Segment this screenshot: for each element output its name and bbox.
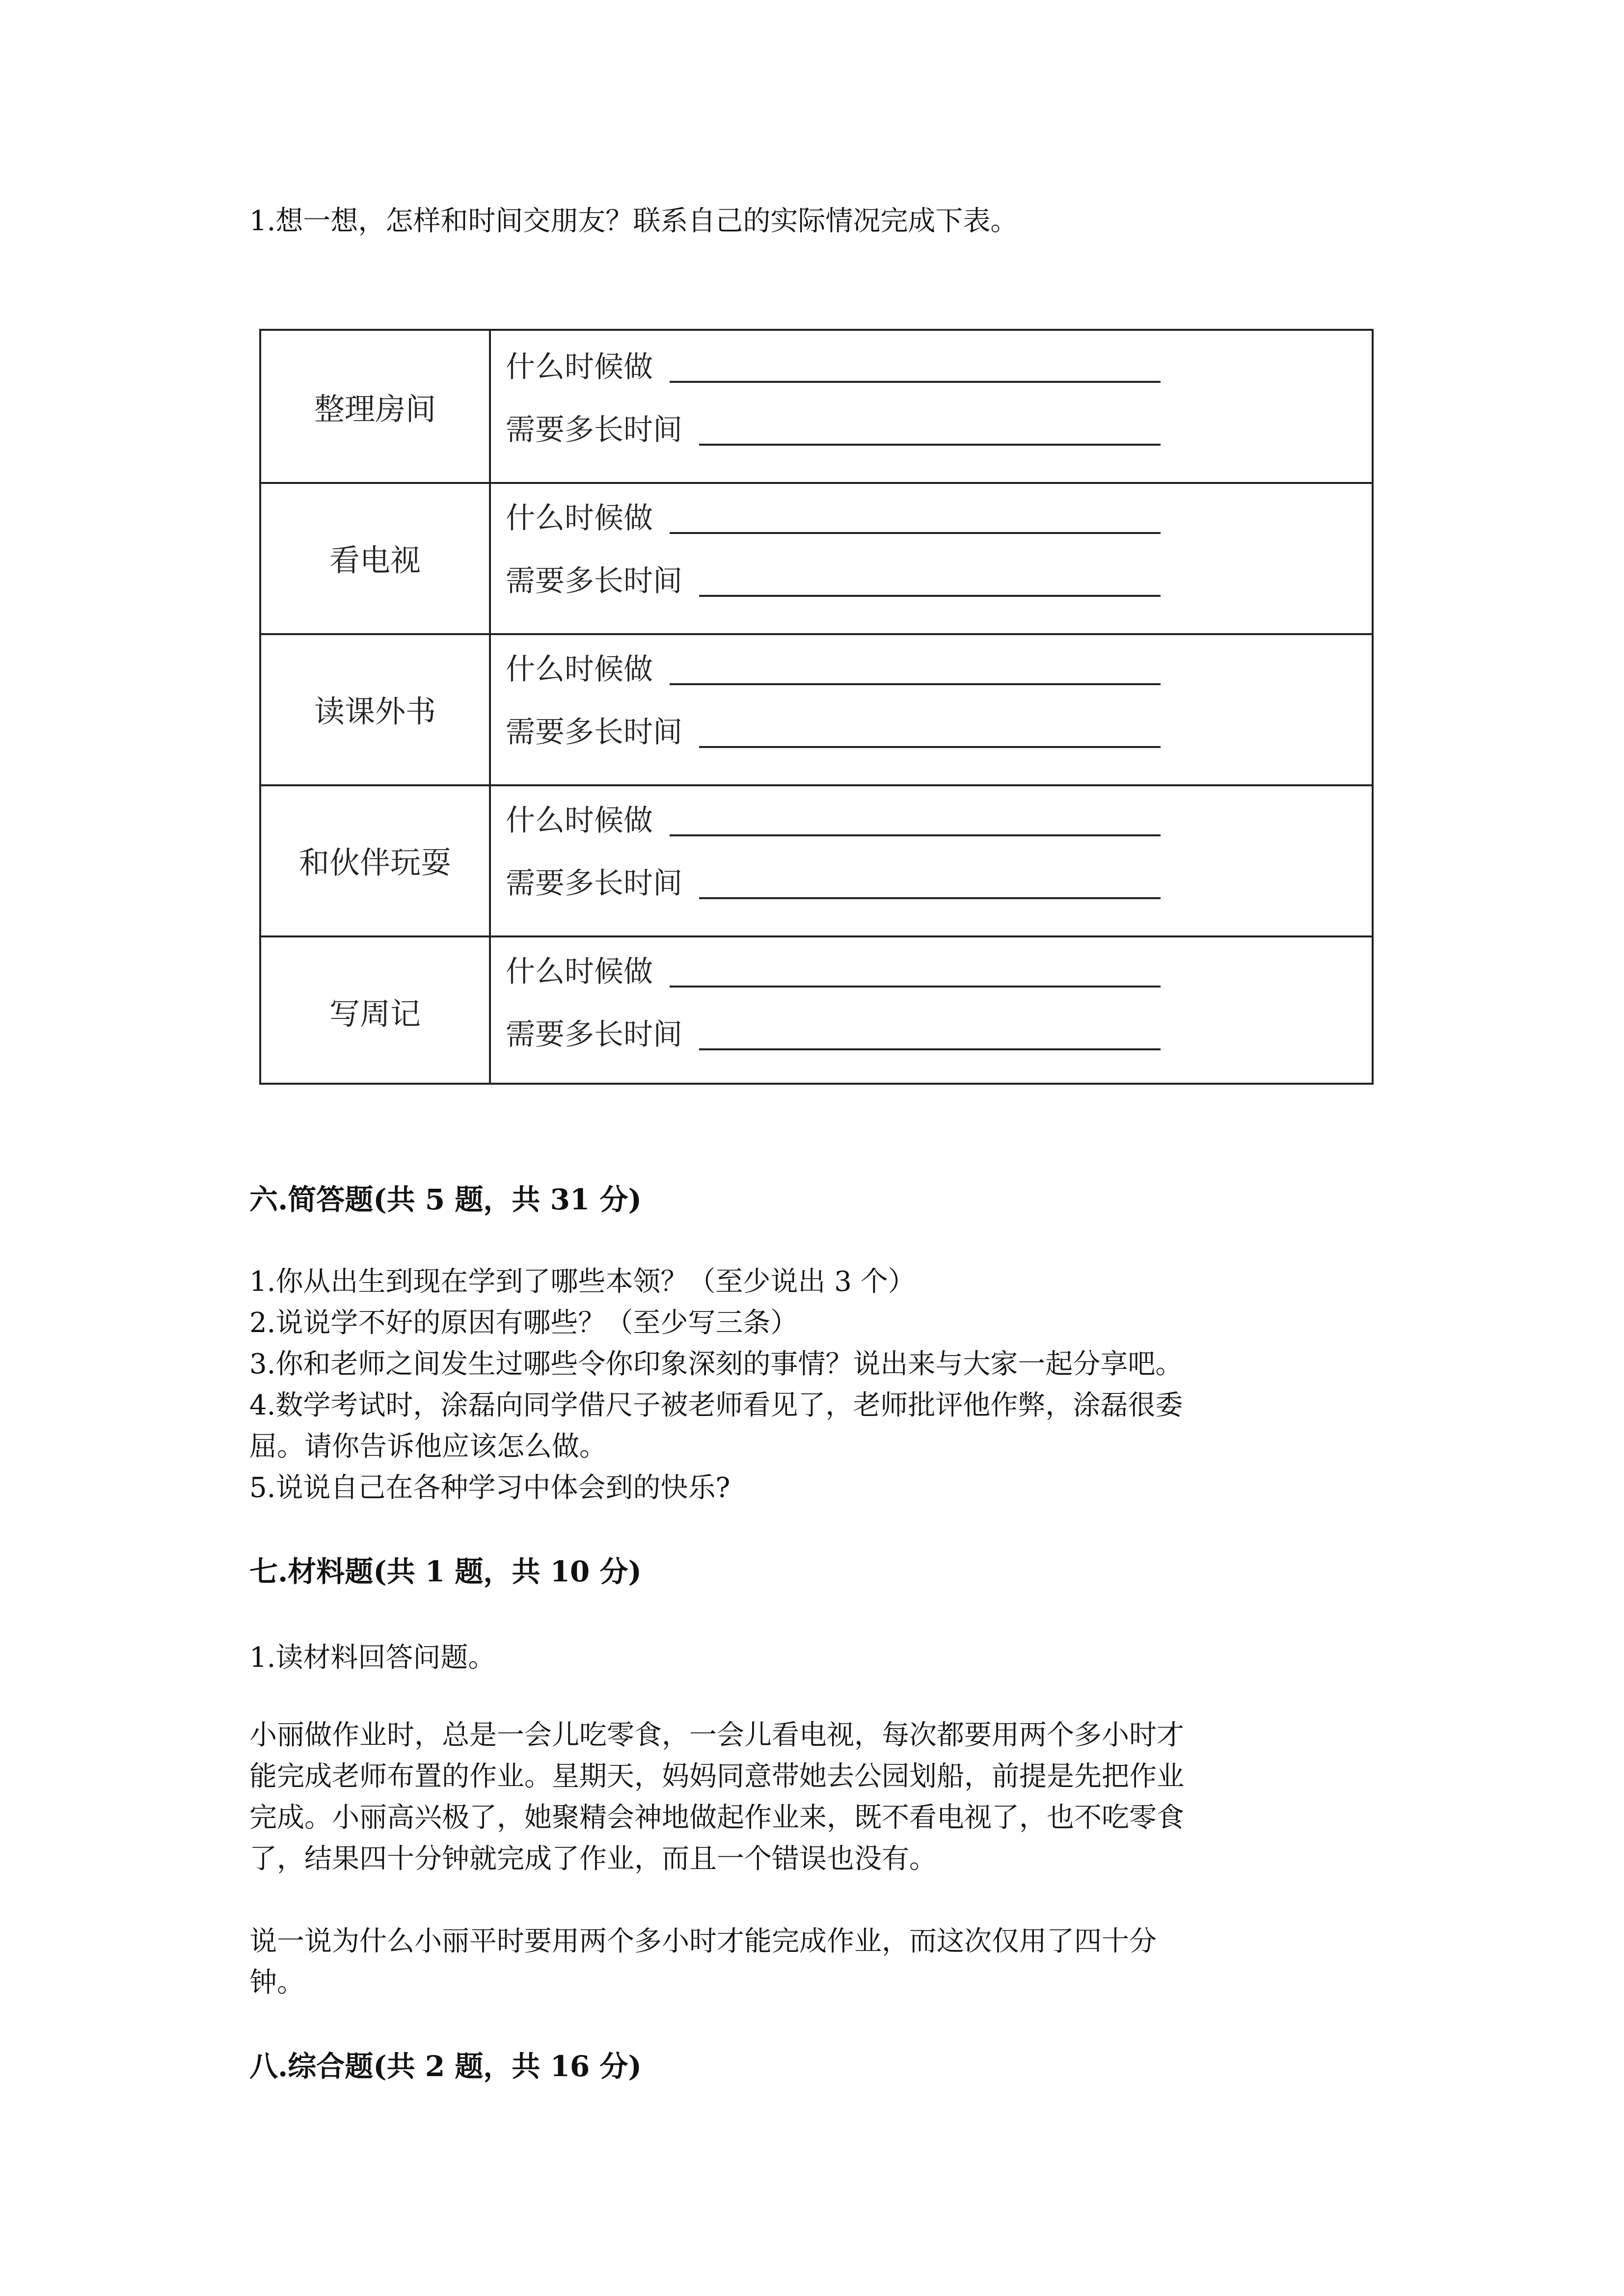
activity-label: 读课外书	[314, 693, 436, 729]
when-prompt: 什么时候做	[506, 501, 653, 535]
question-line: 屈。请你告诉他应该怎么做。	[249, 1431, 607, 1463]
duration-prompt: 需要多长时间	[506, 1017, 682, 1052]
question-line: 3.你和老师之间发生过哪些令你印象深刻的事情？说出来与大家一起分享吧。	[249, 1348, 1183, 1380]
table-row	[261, 482, 1372, 633]
material-ask-line: 钟。	[249, 1967, 304, 1999]
question-line: 4.数学考试时，涂磊向同学借尺子被老师看见了，老师批评他作弊，涂磊很委	[249, 1389, 1183, 1421]
when-prompt: 什么时候做	[506, 803, 653, 838]
when-blank[interactable]	[670, 986, 1161, 988]
duration-prompt: 需要多长时间	[506, 715, 682, 749]
duration-blank[interactable]	[699, 444, 1161, 446]
when-blank[interactable]	[670, 683, 1161, 685]
activity-label: 整理房间	[314, 391, 436, 427]
when-blank[interactable]	[670, 532, 1161, 534]
when-prompt: 什么时候做	[506, 652, 653, 687]
question-line: 5.说说自己在各种学习中体会到的快乐?	[249, 1472, 731, 1504]
activity-label: 看电视	[329, 542, 421, 578]
table-row	[261, 935, 1372, 1087]
duration-blank[interactable]	[699, 595, 1161, 597]
intro-question: 1.想一想，怎样和时间交朋友？联系自己的实际情况完成下表。	[249, 205, 1018, 237]
when-prompt: 什么时候做	[506, 955, 653, 989]
material-question: 1.读材料回答问题。	[249, 1642, 496, 1674]
section-heading-short-answer: 六.简答题(共 5 题，共 31 分)	[249, 1183, 642, 1216]
activity-label: 写周记	[329, 995, 421, 1032]
material-paragraph-line: 小丽做作业时，总是一会儿吃零食，一会儿看电视，每次都要用两个多小时才	[249, 1719, 1184, 1751]
section-heading-comprehensive: 八.综合题(共 2 题，共 16 分)	[249, 2050, 642, 2083]
when-blank[interactable]	[670, 381, 1161, 383]
table-row	[261, 633, 1372, 784]
material-paragraph-line: 能完成老师布置的作业。星期天，妈妈同意带她去公园划船，前提是先把作业	[249, 1761, 1184, 1792]
table-row	[261, 784, 1372, 935]
material-ask-line: 说一说为什么小丽平时要用两个多小时才能完成作业，而这次仅用了四十分	[249, 1925, 1157, 1957]
table-row	[261, 331, 1372, 482]
material-paragraph-line: 完成。小丽高兴极了，她聚精会神地做起作业来，既不看电视了，也不吃零食	[249, 1802, 1184, 1834]
activity-label: 和伙伴玩耍	[298, 844, 451, 881]
when-prompt: 什么时候做	[506, 350, 653, 384]
duration-prompt: 需要多长时间	[506, 413, 682, 447]
duration-prompt: 需要多长时间	[506, 866, 682, 901]
duration-blank[interactable]	[699, 1048, 1161, 1050]
section-heading-material: 七.材料题(共 1 题，共 10 分)	[249, 1555, 642, 1588]
duration-prompt: 需要多长时间	[506, 564, 682, 598]
question-line: 1.你从出生到现在学到了哪些本领？（至少说出 3 个）	[249, 1266, 916, 1298]
when-blank[interactable]	[670, 834, 1161, 836]
duration-blank[interactable]	[699, 897, 1161, 899]
time-plan-table	[259, 329, 1374, 1085]
material-paragraph-line: 了，结果四十分钟就完成了作业，而且一个错误也没有。	[249, 1843, 937, 1875]
question-line: 2.说说学不好的原因有哪些？（至少写三条）	[249, 1307, 798, 1339]
duration-blank[interactable]	[699, 746, 1161, 748]
